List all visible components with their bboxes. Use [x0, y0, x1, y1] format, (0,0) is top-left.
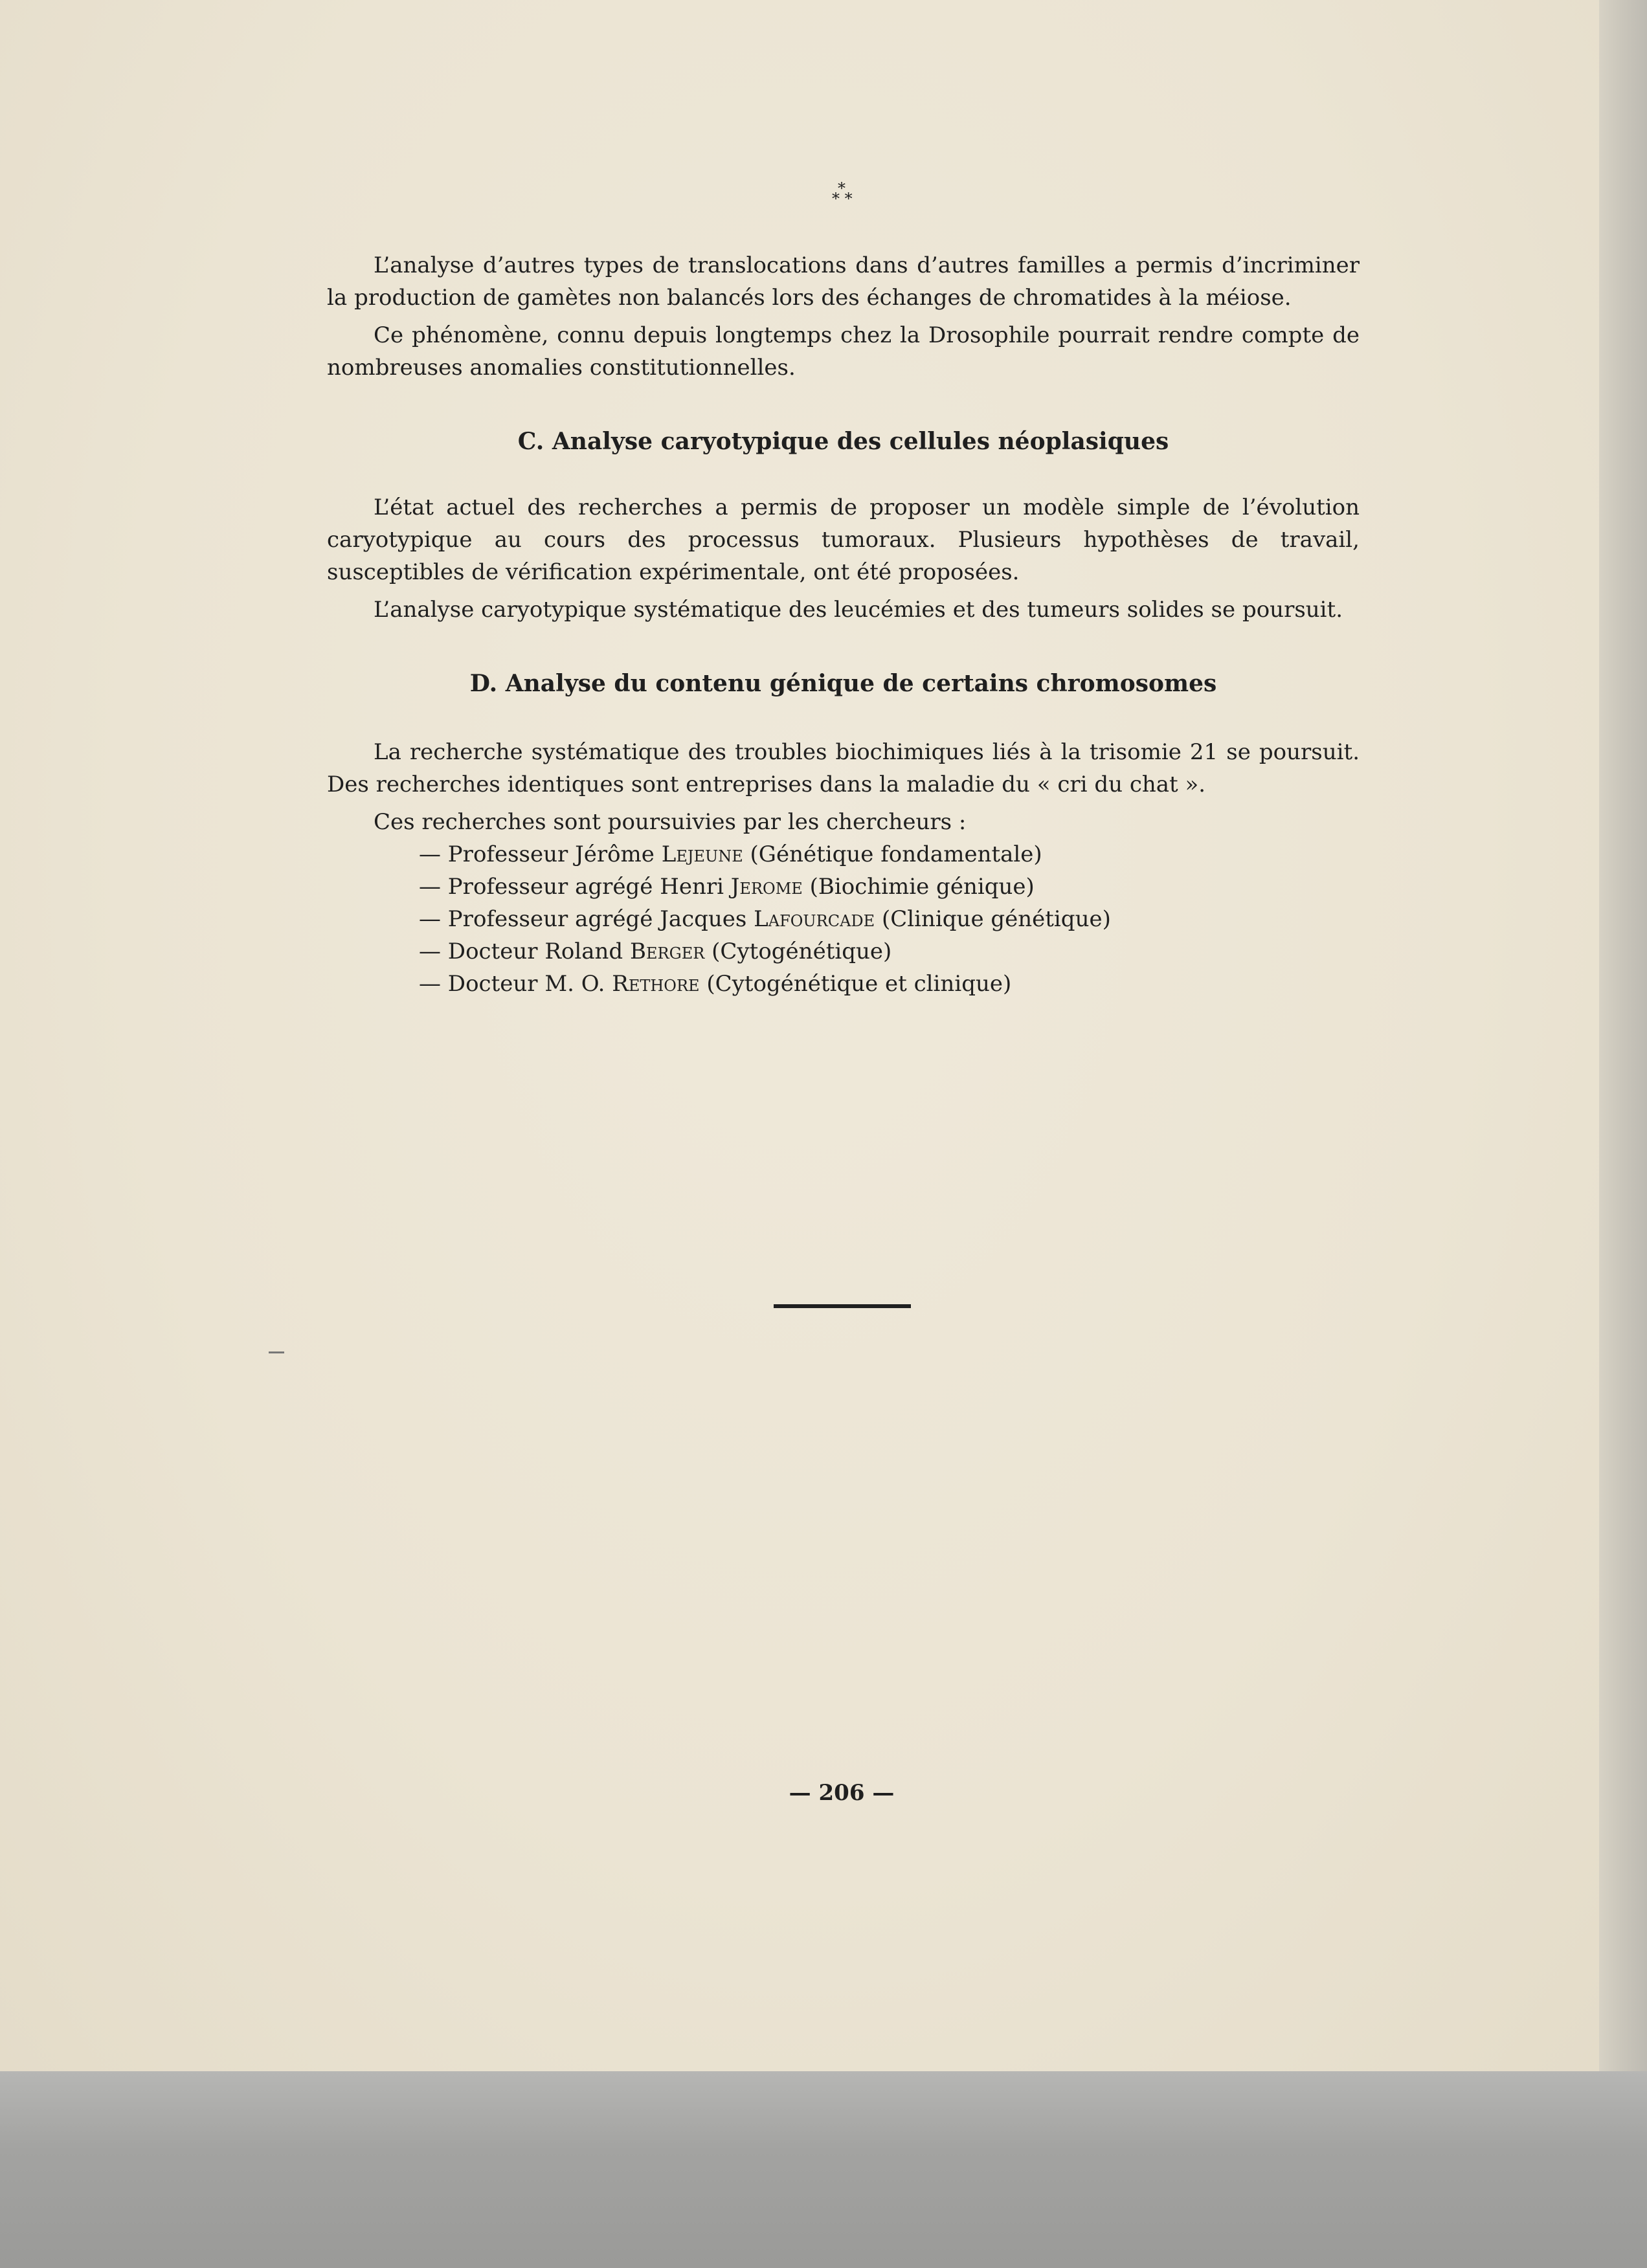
section-separator: * * * — [832, 179, 853, 208]
page-number: — 206 — — [789, 1780, 895, 1806]
section-d-paragraph-1: La recherche systématique des troubles biochimiques liés à la trisomie 21 se poursuit. Des recherches identiques sont entreprises dans la maladie du « cri du chat ». — [327, 739, 1360, 797]
researchers-intro: Ces recherches sont poursuivies par les chercheurs : — [374, 809, 967, 835]
researcher-item: — Professeur agrégé Henri Jerome (Biochimie génique) — [419, 874, 1035, 900]
researcher-item: — Docteur Roland Berger (Cytogénétique) — [419, 939, 892, 964]
section-c-paragraph-2: L’analyse caryotypique systématique des leucémies et des tumeurs solides se poursuit. — [374, 597, 1343, 623]
scanner-bed-strip — [0, 2071, 1647, 2268]
section-d-heading: D. Analyse du contenu génique de certains chromosomes — [469, 670, 1217, 697]
page-content — [327, 179, 1360, 1000]
margin-mark — [269, 1351, 284, 1353]
researchers-list — [327, 838, 1360, 1000]
intro-paragraph-2: Ce phénomène, connu depuis longtemps chez la Drosophile pourrait rendre compte de nombreuses anomalies constitutionnelles. — [327, 322, 1360, 381]
researcher-item: — Docteur M. O. Rethore (Cytogénétique et clinique) — [419, 971, 1012, 997]
section-c-heading: C. Analyse caryotypique des cellules néoplasiques — [517, 428, 1169, 455]
section-c-paragraph-1: L’état actuel des recherches a permis de proposer un modèle simple de l’évolution caryotypique au cours des processus tumoraux. Plusieurs hypothèses de travail, susceptibles de vérification expérimentale, ont été proposées. — [327, 495, 1360, 585]
horizontal-rule — [774, 1304, 911, 1308]
researcher-item: — Professeur Jérôme Lejeune (Génétique fondamentale) — [419, 841, 1042, 867]
paper-edge — [1599, 0, 1647, 2078]
researcher-item: — Professeur agrégé Jacques Lafourcade (Clinique génétique) — [419, 906, 1111, 932]
intro-paragraph-1: L’analyse d’autres types de translocations dans d’autres familles a permis d’incriminer la production de gamètes non balancés lors des échanges de chromatides à la méiose. — [327, 252, 1360, 311]
